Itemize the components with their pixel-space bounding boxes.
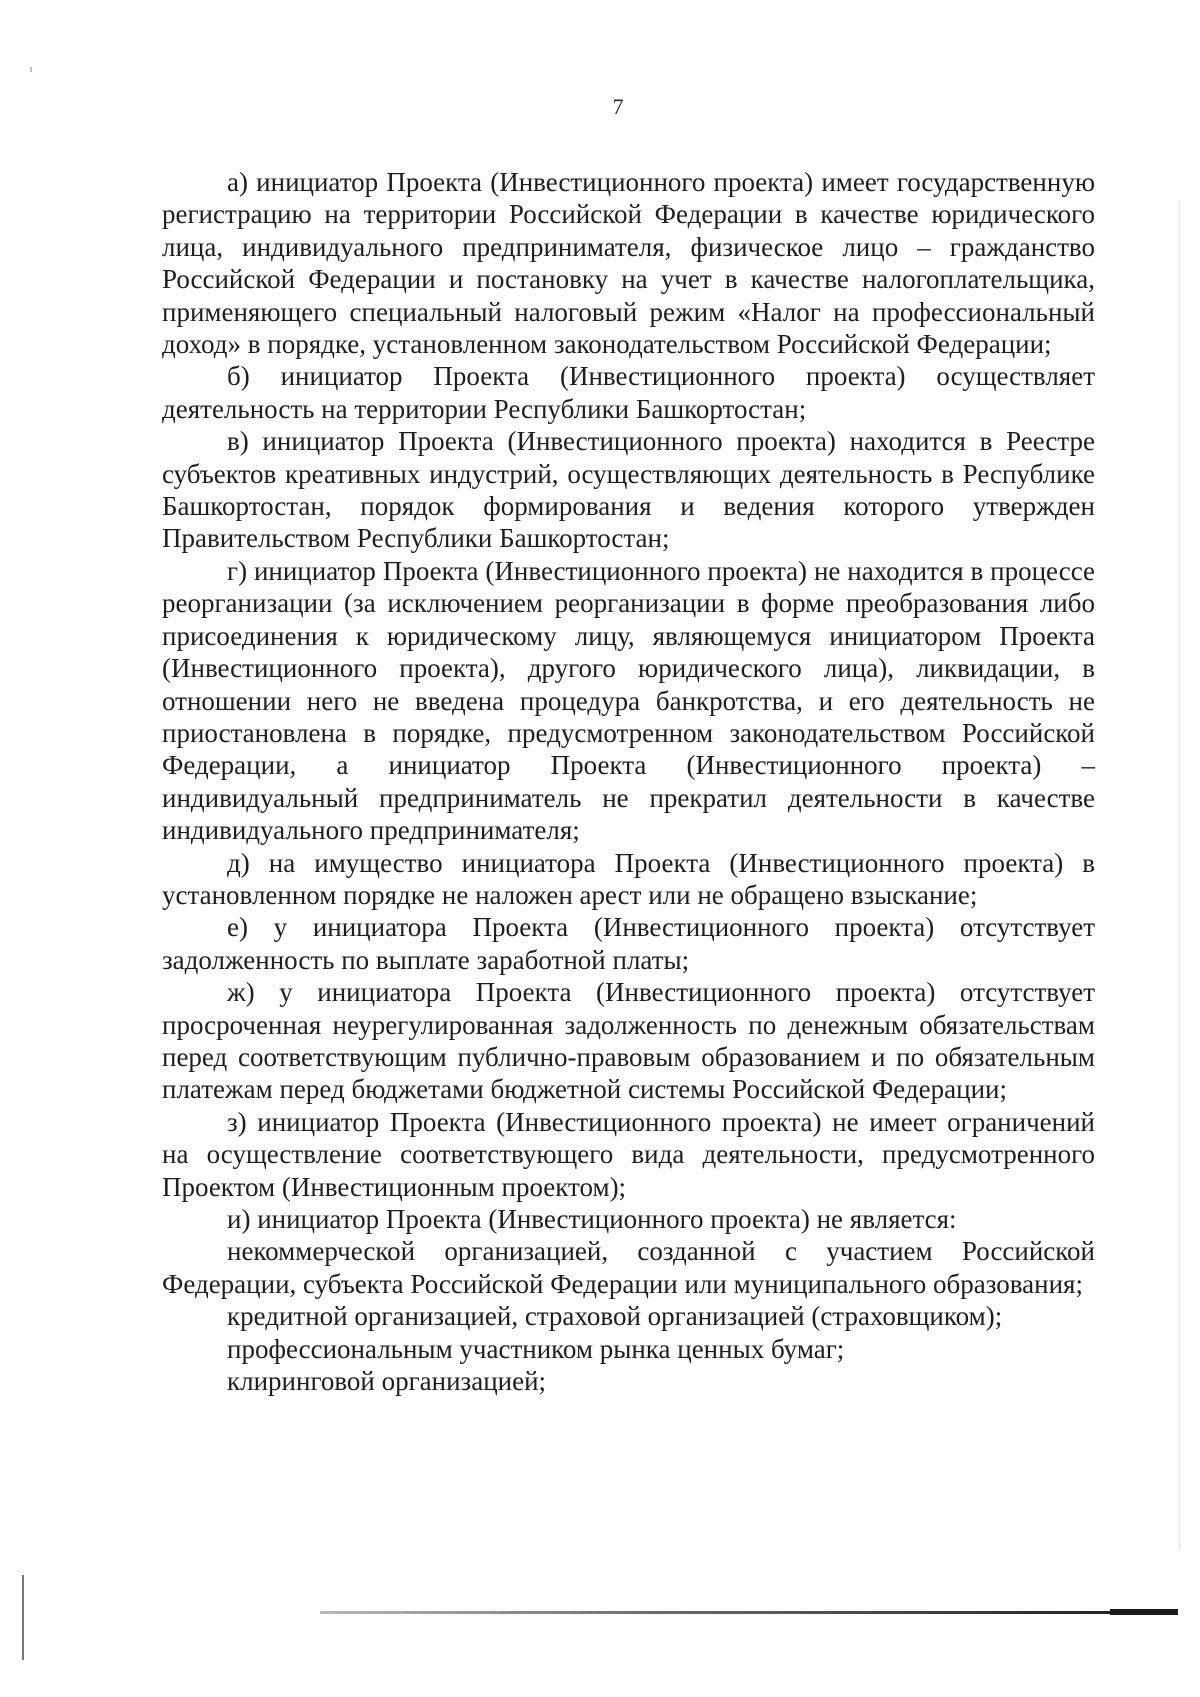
document-body — [162, 166, 1095, 1397]
list-item-nonprofit: некоммерческой организацией, созданной с участием Российской Федерации, субъекта Российской Федерации или муниципального образования; — [162, 1236, 1095, 1299]
paragraph-a: а) инициатор Проекта (Инвестиционного проекта) имеет государственную регистрацию на территории Российской Федерации в качестве юридического лица, индивидуального предпринимателя, физическое лицо – гражданство Российской Федерации и постановку на учет в качестве налогоплательщика, применяющего специальный налоговый режим «Налог на профессиональный доход» в порядке, установленном законодательством Российской Федерации; — [162, 167, 1095, 360]
list-item-credit-org: кредитной организацией, страховой организацией (страховщиком); — [227, 1301, 1003, 1332]
page-number: 7 — [612, 94, 624, 119]
paragraph-v: в) инициатор Проекта (Инвестиционного проекта) находится в Реестре субъектов креативных индустрий, осуществляющих деятельность в Республике Башкортостан, порядок формирования и ведения которого утвержден Правительством Республики Башкортостан; — [162, 426, 1095, 554]
list-item-securities-participant: профессиональным участником рынка ценных бумаг; — [227, 1333, 845, 1364]
paragraph-z: з) инициатор Проекта (Инвестиционного проекта) не имеет ограничений на осуществление соответствующего вида деятельности, предусмотренного Проектом (Инвестиционным проектом); — [162, 1106, 1095, 1202]
paragraph-e: е) у инициатора Проекта (Инвестиционного проекта) отсутствует задолженность по выплате заработной платы; — [162, 912, 1095, 975]
scan-edge-right — [1179, 200, 1180, 1550]
scan-artifact-dot — [30, 67, 32, 72]
paragraph-zh: ж) у инициатора Проекта (Инвестиционного проекта) отсутствует просроченная неурегулированная задолженность по денежным обязательствам перед соответствующим публично-правовым образованием и по обязательным платежам перед бюджетами бюджетной системы Российской Федерации; — [162, 977, 1095, 1105]
scan-bottom-line — [320, 1611, 1178, 1614]
scan-edge-left — [22, 1575, 24, 1660]
paragraph-i: и) инициатор Проекта (Инвестиционного проекта) не является: — [227, 1204, 957, 1234]
scan-bottom-line-end — [1110, 1609, 1178, 1615]
paragraph-d: д) на имущество инициатора Проекта (Инвестиционного проекта) в установленном порядке не наложен арест или не обращено взыскание; — [162, 847, 1095, 910]
paragraph-g: г) инициатор Проекта (Инвестиционного проекта) не находится в процессе реорганизации (за исключением реорганизации в форме преобразования либо присоединения к юридическому лицу, являющемуся инициатором Проекта (Инвестиционного проекта), другого юридического лица), ликвидации, в отношении него не введена процедура банкротства, и его деятельность не приостановлена в порядке, предусмотренном законодательством Российской Федерации, а инициатор Проекта (Инвестиционного проекта) – индивидуальный предприниматель не прекратил деятельности в качестве индивидуального предпринимателя; — [162, 555, 1095, 846]
paragraph-b: б) инициатор Проекта (Инвестиционного проекта) осуществляет деятельность на территории Республики Башкортостан; — [162, 361, 1095, 424]
list-item-clearing-org: клиринговой организацией; — [227, 1366, 547, 1397]
